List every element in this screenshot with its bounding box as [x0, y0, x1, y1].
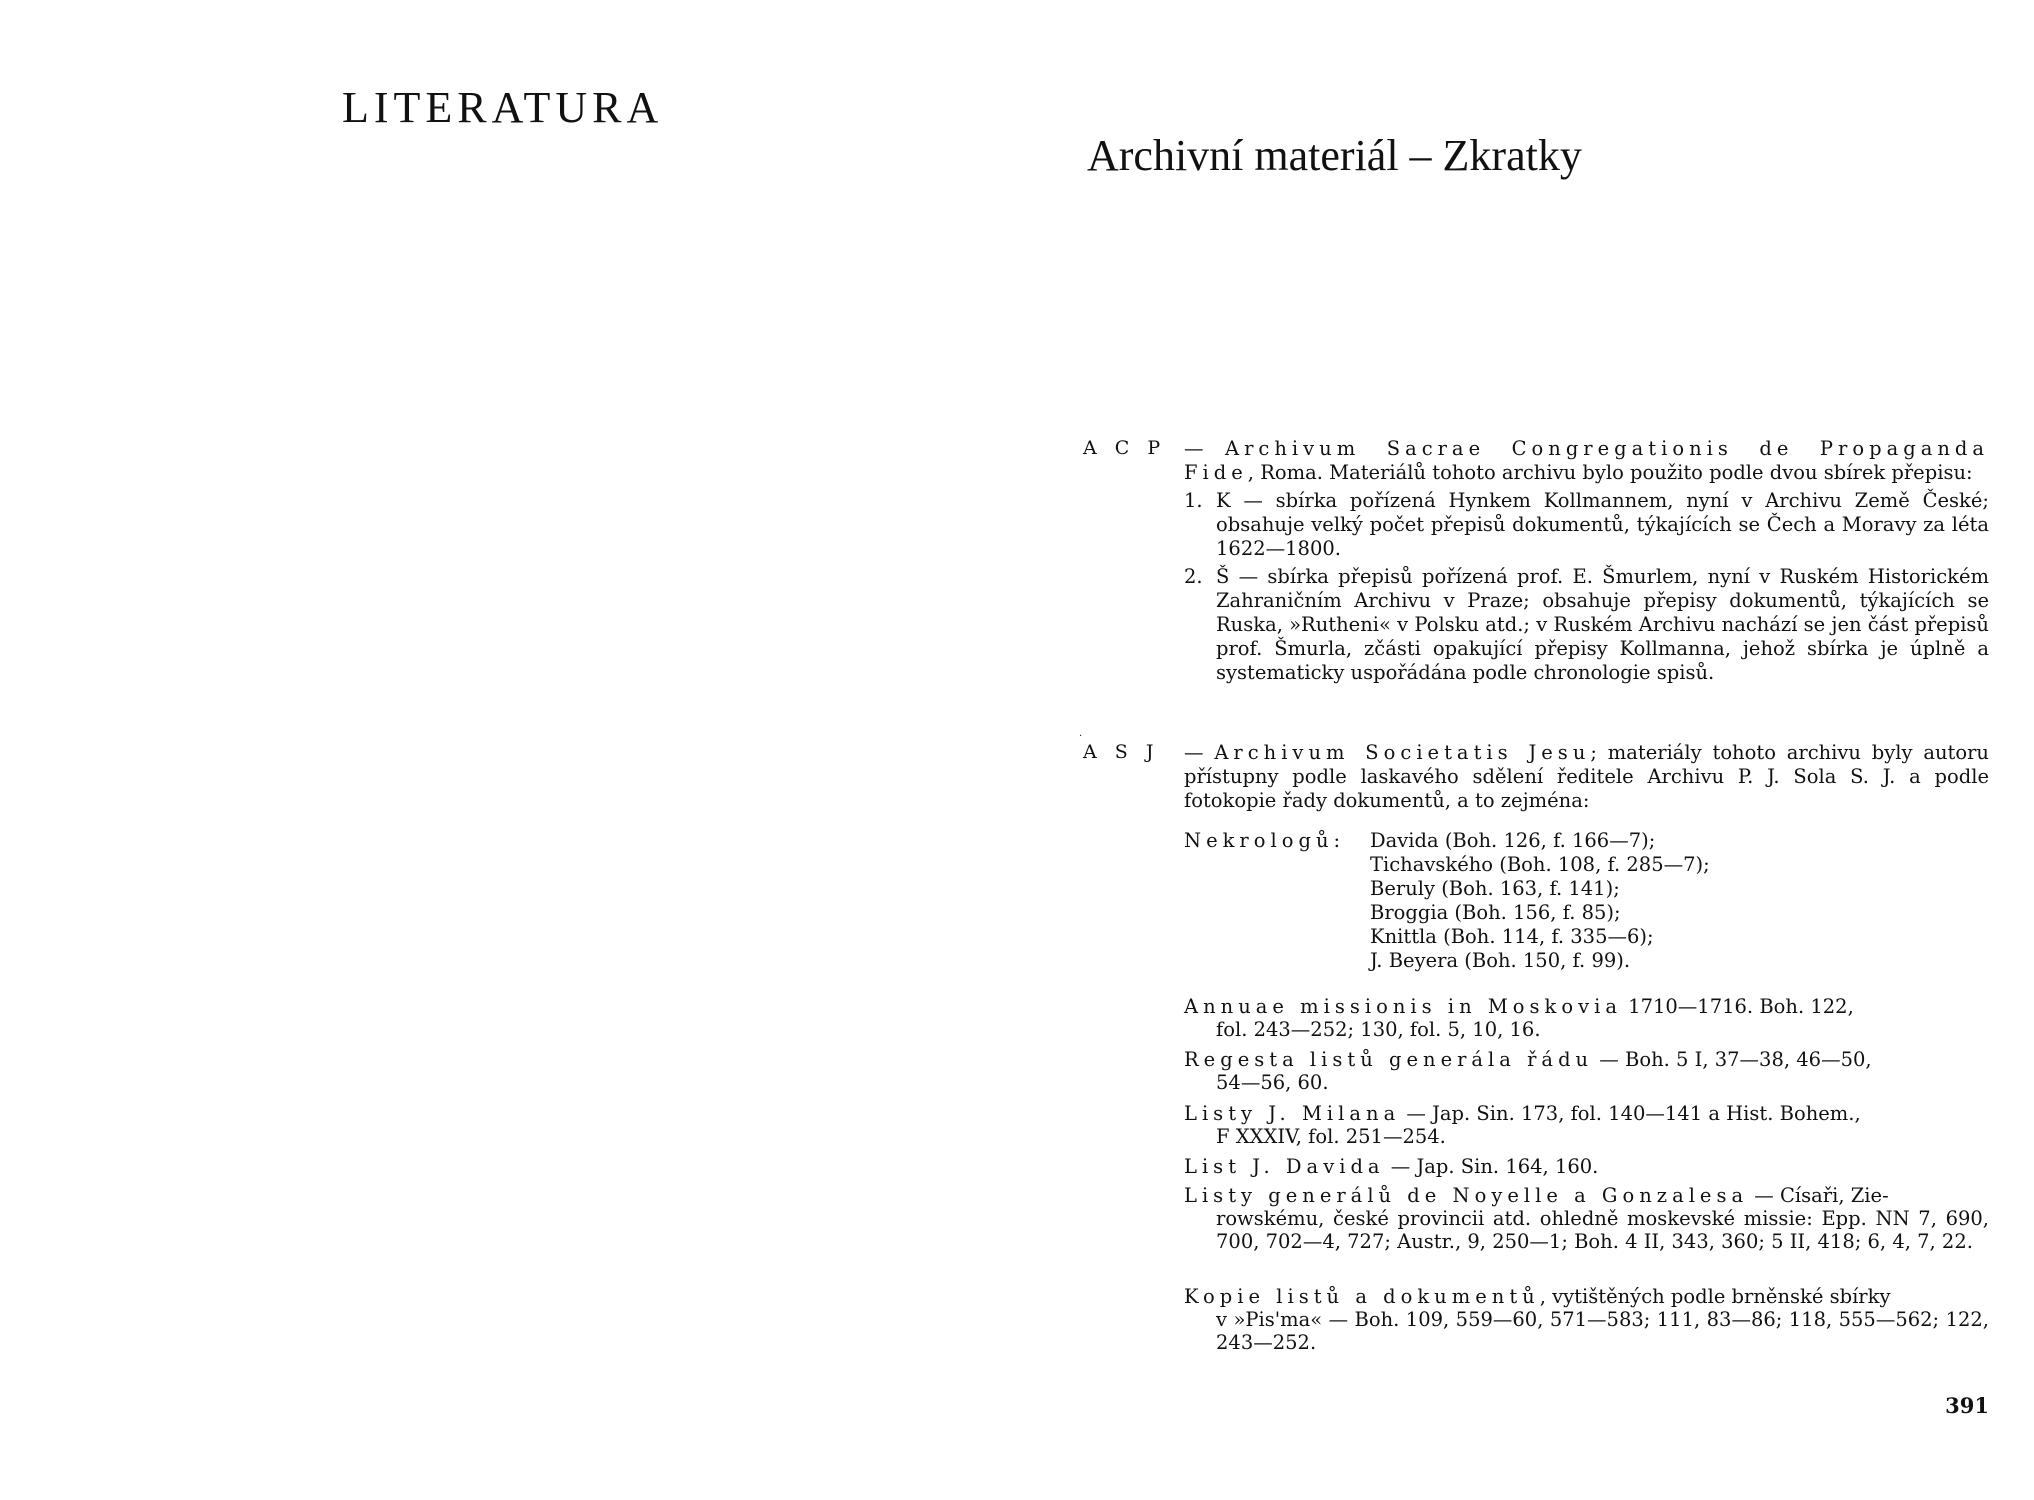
abbr-asj: A S J: [1083, 741, 1160, 763]
list-item: J. Beyera (Boh. 150, f. 99).: [1370, 949, 1631, 972]
document-ref: — Jap. Sin. 164, 160.: [1384, 1155, 1599, 1178]
archive-name: Archivum Sacrae Congregationis de Propaganda Fide: [1184, 437, 1990, 484]
necrology-label: Nekrologů:: [1184, 829, 1346, 852]
list-item: Davida (Boh. 126, f. 166—7);: [1370, 829, 1656, 852]
document-ref: — Císaři, Zie-: [1748, 1184, 1889, 1207]
stray-mark: .: [1079, 728, 1083, 739]
necrology-list: [1370, 829, 1870, 973]
list-item: [1184, 565, 1989, 685]
document-ref-cont: 54—56, 60.: [1216, 1071, 1329, 1094]
document-ref: 1710—1716. Boh. 122,: [1621, 995, 1854, 1018]
page-number: 391: [1945, 1393, 1989, 1418]
right-page: [1017, 0, 2034, 1500]
document-entry: [1184, 1102, 1989, 1148]
list-item: [1184, 489, 1989, 561]
document-entry: [1184, 1285, 1989, 1354]
document-ref: , vytištěných podle brněnské sbírky: [1539, 1285, 1891, 1308]
item-number: 2.: [1184, 565, 1203, 588]
document-entry: [1184, 1155, 1989, 1178]
document-title: List J. Davida: [1184, 1155, 1385, 1178]
document-entry: [1184, 995, 1989, 1041]
document-ref-cont: fol. 243—252; 130, fol. 5, 10, 16.: [1216, 1018, 1541, 1041]
list-item: Beruly (Boh. 163, f. 141);: [1370, 877, 1620, 900]
entry-dash: —: [1184, 437, 1204, 460]
document-entry: [1184, 1184, 1989, 1253]
entry-acp: [1184, 437, 1989, 685]
entry-text: , Roma. Materiálů tohoto archivu bylo použito podle dvou sbírek přepisu:: [1247, 461, 1973, 484]
part-title: LITERATURA: [342, 83, 664, 132]
document-ref-cont: F XXXIV, fol. 251—254.: [1216, 1125, 1446, 1148]
entry-asj: [1184, 741, 1989, 813]
document-title: Listy generálů de Noyelle a Gonzalesa: [1184, 1184, 1749, 1207]
document-title: Listy J. Milana: [1184, 1102, 1401, 1125]
document-entry: [1184, 1048, 1989, 1094]
document-ref-cont: v »Pis'ma« — Boh. 109, 559—60, 571—583; 111, 83—86; 118, 555—562; 122, 243—252.: [1216, 1308, 1989, 1354]
archive-name: Archivum Societatis Jesu: [1214, 741, 1591, 764]
document-title: Regesta listů generála řádu: [1184, 1048, 1594, 1071]
item-number: 1.: [1184, 489, 1203, 512]
document-title: Kopie listů a dokumentů: [1184, 1285, 1540, 1308]
item-text: Š — sbírka přepisů pořízená prof. E. Šmurlem, nyní v Ruském Historickém Zahraničním Archivu v Praze; obsahuje přepisy dokumentů, týkajících se Ruska, »Rutheni« v Polsku atd.; v Ruském Archivu nachází se jen část přepisů prof. Šmurla, zčásti opakující přepisy Kollmanna, jehož sbírka je úplně a systematicky uspořádána podle chronologie spisů.: [1216, 565, 1989, 684]
list-item: Tichavského (Boh. 108, f. 285—7);: [1370, 853, 1710, 876]
document-ref: — Jap. Sin. 173, fol. 140—141 a Hist. Bohem.,: [1400, 1102, 1861, 1125]
document-ref-cont: rowskému, české provincii atd. ohledně moskevské missie: Epp. NN 7, 690, 700, 702—4, 727; Austr., 9, 250—1; Boh. 4 II, 343, 360; 5 II, 418; 6, 4, 7, 22.: [1216, 1207, 1989, 1253]
item-text: K — sbírka pořízená Hynkem Kollmannem, nyní v Archivu Země České; obsahuje velký počet přepisů dokumentů, týkajících se Čech a Moravy za léta 1622—1800.: [1216, 489, 1989, 560]
entry-text: ; materiály tohoto archivu byly autoru přístupny podle laskavého sdělení ředitele Archivu P. J. Sola S. J. a podle fotokopie řady dokumentů, a to zejména:: [1184, 741, 1989, 812]
document-title: Annuae missionis in Moskovia: [1184, 995, 1622, 1018]
document-ref: — Boh. 5 I, 37—38, 46—50,: [1593, 1048, 1872, 1071]
section-title: Archivní materiál – Zkratky: [1087, 131, 1582, 180]
list-item: Broggia (Boh. 156, f. 85);: [1370, 901, 1621, 924]
entry-dash: —: [1184, 741, 1204, 764]
list-item: Knittla (Boh. 114, f. 335—6);: [1370, 925, 1654, 948]
abbr-acp: A C P: [1083, 437, 1167, 459]
